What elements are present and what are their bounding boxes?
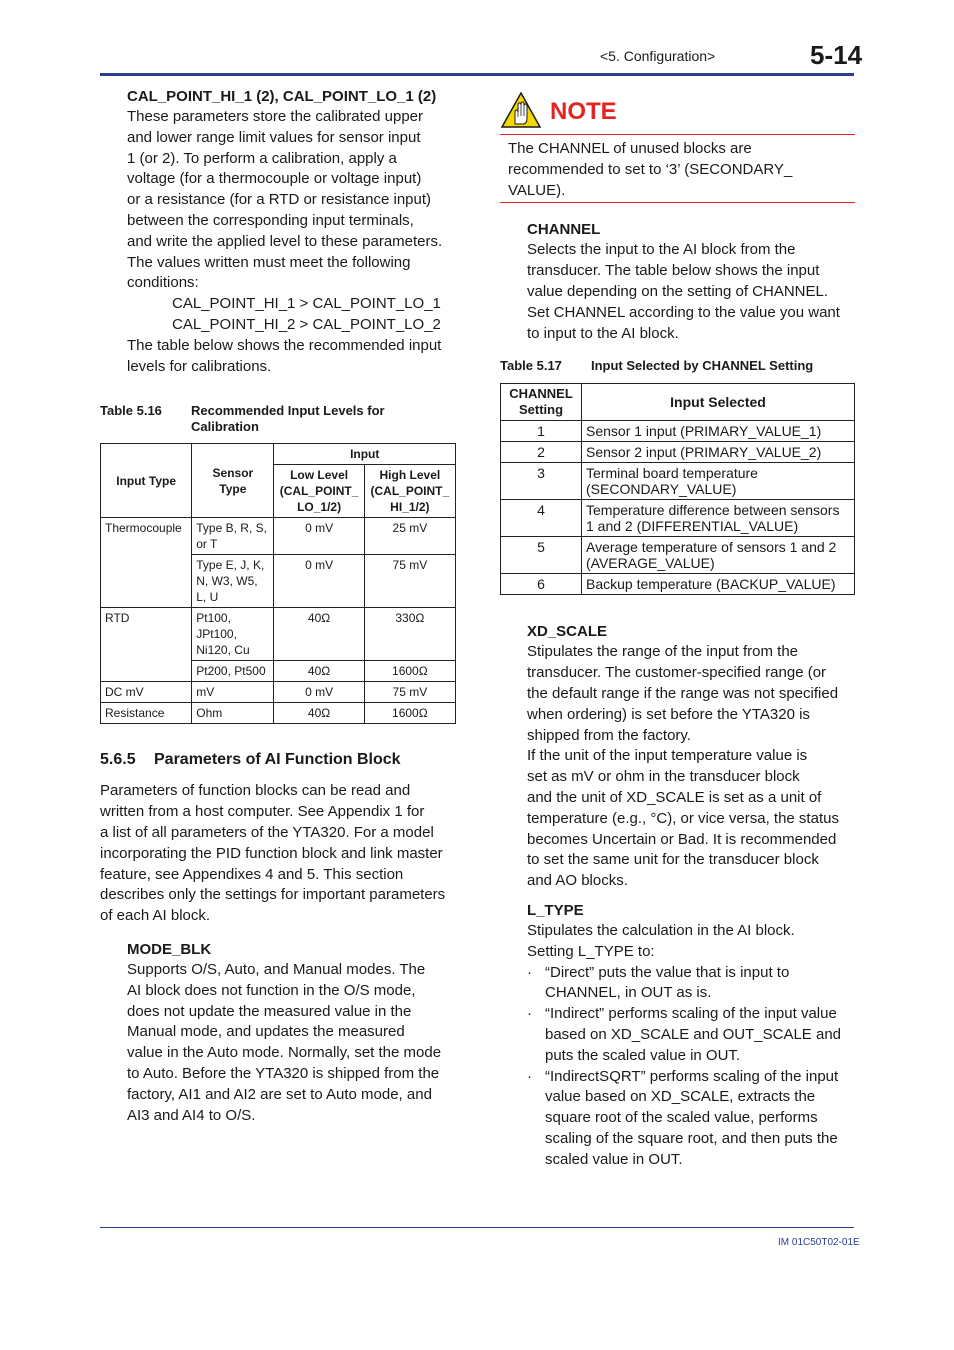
section-heading <box>100 750 456 770</box>
table-row: 3 Terminal board temperature (SECONDARY_VALUE) <box>501 463 855 500</box>
bullet-marker: · <box>527 1005 532 1023</box>
text-line: does not update the measured value in the <box>127 1002 412 1020</box>
text-line: a list of all parameters of the YTA320. For a model <box>100 823 434 841</box>
bullet-item <box>527 963 855 1005</box>
header-low-level: Low Level (CAL_POINT_ LO_1/2) <box>274 465 364 518</box>
cal-point-after <box>127 336 456 378</box>
xd-scale-title: XD_SCALE <box>527 623 608 641</box>
table-title <box>191 403 385 435</box>
text-line: and the unit of XD_SCALE is set as a unit of <box>527 788 822 806</box>
cal-point-description <box>127 107 456 294</box>
text-line: CHANNEL, in OUT as is. <box>545 984 712 1002</box>
mode-blk-block <box>127 939 456 1126</box>
section-number: 5.6.5 <box>100 751 136 769</box>
channel-description <box>527 240 855 344</box>
header-sensor-type: Sensor Type <box>192 444 274 518</box>
text-line: scaled value in OUT. <box>545 1150 683 1168</box>
section-title: Parameters of AI Function Block <box>154 751 401 769</box>
table-5-16-caption <box>100 403 456 435</box>
table-5-17-caption <box>500 358 855 374</box>
left-column <box>100 86 456 1126</box>
xd-scale-block <box>527 621 855 892</box>
header-input-type: Input Type <box>101 444 192 518</box>
text-line: Calibration <box>191 419 259 435</box>
text-line: between the corresponding input terminals, <box>127 211 414 229</box>
condition-line: CAL_POINT_HI_1 > CAL_POINT_LO_1 <box>172 295 441 313</box>
text-line: transducer. The customer-specified range (or <box>527 664 827 682</box>
table-row: 1 Sensor 1 input (PRIMARY_VALUE_1) <box>501 421 855 442</box>
text-line: AI3 and AI4 to O/S. <box>127 1106 256 1124</box>
table-row: 6 Backup temperature (BACKUP_VALUE) <box>501 574 855 595</box>
channel-title: CHANNEL <box>527 221 601 239</box>
text-line: VALUE). <box>508 181 566 199</box>
text-line: and lower range limit values for sensor input <box>127 128 421 146</box>
table-row: Resistance Ohm 40Ω 1600Ω <box>101 703 456 724</box>
bullet-item <box>527 1067 855 1171</box>
bullet-marker: · <box>527 1067 532 1085</box>
text-line: Parameters of function blocks can be read and <box>100 782 411 800</box>
header-rule <box>100 73 854 76</box>
cal-point-block <box>127 86 456 377</box>
bullet-marker: · <box>527 963 532 981</box>
text-line: and write the applied level to these parameters. <box>127 232 443 250</box>
text-line: set as mV or ohm in the transducer block <box>527 768 800 786</box>
warning-hand-icon <box>500 91 542 134</box>
note-top-rule <box>500 134 855 135</box>
header-input-selected: Input Selected <box>582 384 855 421</box>
text-line: conditions: <box>127 274 199 292</box>
text-line: The table below shows the recommended input <box>127 336 442 354</box>
text-line: temperature (e.g., °C), or vice versa, the status <box>527 809 839 827</box>
table-row: DC mV mV 0 mV 75 mV <box>101 682 456 703</box>
l-type-title: L_TYPE <box>527 901 584 919</box>
text-line: Recommended Input Levels for <box>191 403 385 419</box>
text-line: recommended to set to ‘3’ (SECONDARY_ <box>508 160 793 178</box>
header-input: Input <box>274 444 456 465</box>
mode-blk-description <box>127 960 456 1126</box>
table-row: RTD Pt100, JPt100, Ni120, Cu 40Ω 330Ω <box>101 608 456 661</box>
text-line: levels for calibrations. <box>127 357 272 375</box>
text-line: Manual mode, and updates the measured <box>127 1023 405 1041</box>
l-type-intro <box>527 921 855 963</box>
text-line: to input to the AI block. <box>527 324 679 342</box>
document-code: IM 01C50T02-01E <box>778 1237 860 1248</box>
cal-point-title: CAL_POINT_HI_1 (2), CAL_POINT_LO_1 (2) <box>127 88 437 105</box>
note-text <box>508 139 847 201</box>
condition-line: CAL_POINT_HI_2 > CAL_POINT_LO_2 <box>172 315 441 333</box>
table-number: Table 5.16 <box>100 403 162 419</box>
text-line: Setting L_TYPE to: <box>527 942 655 960</box>
footer-rule <box>100 1227 854 1228</box>
text-line: voltage (for a thermocouple or voltage input) <box>127 170 422 188</box>
xd-scale-description <box>527 642 855 892</box>
table-title: Input Selected by CHANNEL Setting <box>591 358 814 374</box>
text-line: puts the scaled value in OUT. <box>545 1046 741 1064</box>
table-row: 5 Average temperature of sensors 1 and 2 (AVERAGE_VALUE) <box>501 537 855 574</box>
text-line: shipped from the factory. <box>527 726 691 744</box>
text-line: Stipulates the calculation in the AI block. <box>527 921 795 939</box>
section-intro <box>100 781 456 927</box>
running-header-section: <5. Configuration> <box>600 48 716 64</box>
note-title: NOTE <box>550 98 617 125</box>
header-high-level: High Level (CAL_POINT_ HI_1/2) <box>364 465 455 518</box>
text-line: Selects the input to the AI block from the <box>527 241 796 259</box>
table-5-17 <box>500 383 855 595</box>
note-bottom-rule <box>500 202 855 203</box>
text-line: becomes Uncertain or Bad. It is recommended <box>527 830 837 848</box>
table-row: Thermocouple Type B, R, S, or T 0 mV 25 mV <box>101 518 456 555</box>
table-5-16 <box>100 443 456 724</box>
table-row: Pt200, Pt500 40Ω 1600Ω <box>101 661 456 682</box>
text-line: written from a host computer. See Appendix 1 for <box>100 803 425 821</box>
channel-block <box>527 219 855 344</box>
text-line: describes only the settings for important parameters <box>100 886 446 904</box>
table-row: 2 Sensor 2 input (PRIMARY_VALUE_2) <box>501 442 855 463</box>
text-line: the default range if the range was not specified <box>527 684 839 702</box>
mode-blk-title: MODE_BLK <box>127 940 212 958</box>
text-line: scaling of the square root, and then puts the <box>545 1129 838 1147</box>
text-line: “Indirect” performs scaling of the input value <box>545 1005 837 1023</box>
text-line: when ordering) is set before the YTA320 is <box>527 705 810 723</box>
text-line: incorporating the PID function block and link master <box>100 844 443 862</box>
note-box <box>500 90 855 203</box>
text-line: Supports O/S, Auto, and Manual modes. The <box>127 960 426 978</box>
text-line: “Direct” puts the value that is input to <box>545 963 790 981</box>
header-channel-setting: CHANNEL Setting <box>501 384 582 421</box>
text-line: If the unit of the input temperature value is <box>527 747 808 765</box>
text-line: value in the Auto mode. Normally, set the mode <box>127 1044 442 1062</box>
text-line: “IndirectSQRT” performs scaling of the input <box>545 1067 839 1085</box>
text-line: These parameters store the calibrated upper <box>127 108 423 125</box>
text-line: factory, AI1 and AI2 are set to Auto mode, and <box>127 1085 432 1103</box>
text-line: Set CHANNEL according to the value you want <box>527 303 840 321</box>
text-line: to set the same unit for the transducer block <box>527 851 819 869</box>
text-line: or a resistance (for a RTD or resistance input) <box>127 191 432 209</box>
text-line: The values written must meet the following <box>127 253 411 271</box>
page-number: 5-14 <box>810 40 863 70</box>
table-row: Type E, J, K, N, W3, W5, L, U 0 mV 75 mV <box>101 555 456 608</box>
text-line: to Auto. Before the YTA320 is shipped from the <box>127 1064 440 1082</box>
right-column <box>500 90 855 1171</box>
text-line: value based on XD_SCALE, extracts the <box>545 1088 816 1106</box>
text-line: 1 (or 2). To perform a calibration, apply a <box>127 149 397 167</box>
bullet-item <box>527 1004 855 1066</box>
text-line: transducer. The table below shows the input <box>527 262 820 280</box>
text-line: based on XD_SCALE and OUT_SCALE and <box>545 1025 842 1043</box>
table-number: Table 5.17 <box>500 358 562 374</box>
text-line: AI block does not function in the O/S mode, <box>127 981 416 999</box>
text-line: feature, see Appendixes 4 and 5. This section <box>100 865 404 883</box>
text-line: and AO blocks. <box>527 872 628 890</box>
text-line: The CHANNEL of unused blocks are <box>508 140 752 157</box>
l-type-block <box>527 900 855 1171</box>
table-row: 4 Temperature difference between sensors 1 and 2 (DIFFERENTIAL_VALUE) <box>501 500 855 537</box>
note-header <box>500 90 855 134</box>
text-line: of each AI block. <box>100 907 211 925</box>
text-line: square root of the scaled value, performs <box>545 1109 818 1127</box>
text-line: Stipulates the range of the input from the <box>527 643 799 661</box>
text-line: value depending on the setting of CHANNEL. <box>527 282 829 300</box>
